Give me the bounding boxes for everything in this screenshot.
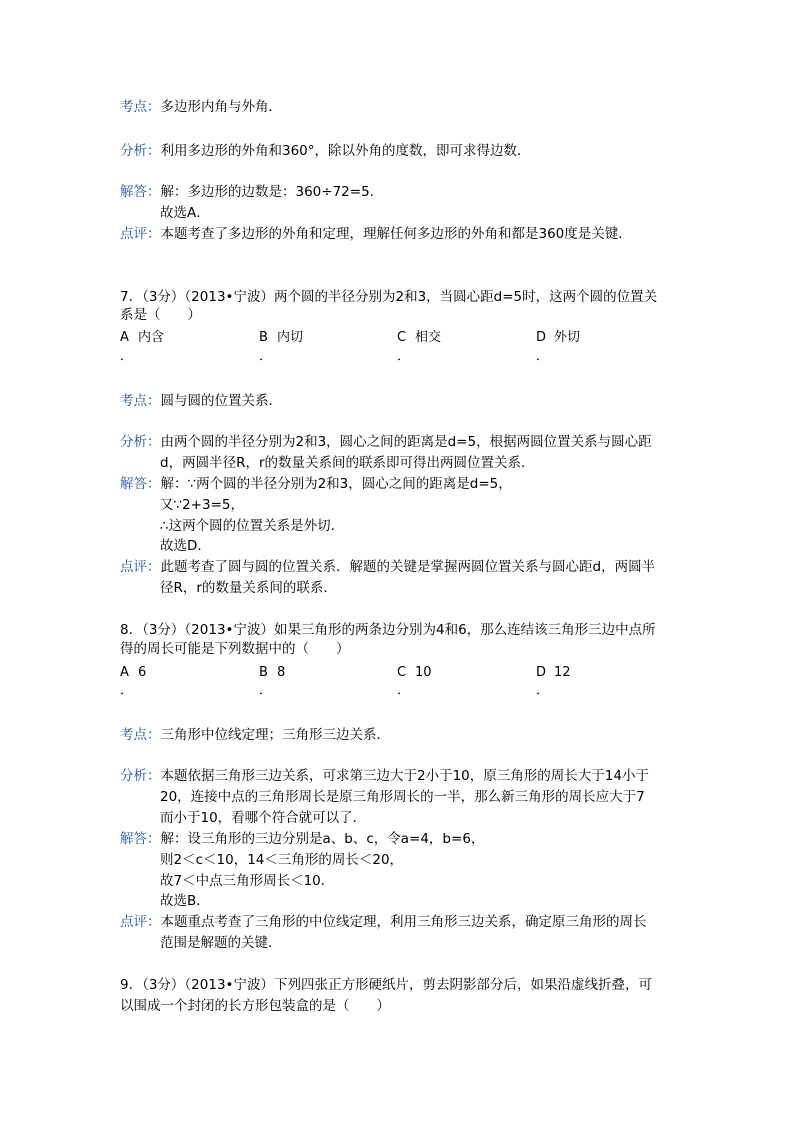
q8-stem-line1: 8．（3分）（2013•宁波）如果三角形的两条边分别为4和6，那么连结该三角形三边中点所 <box>120 622 656 638</box>
q8-stem-line2: 得的周长可能是下列数据中的（ ） <box>120 641 350 657</box>
fenxi-label: 分析 <box>120 143 147 159</box>
q8-fenxi: 分析：本题依据三角形三边关系，可求第三边大于2小于10，原三角形的周长大于14小于 <box>120 768 649 784</box>
q7-stem-line2: 系是（ ） <box>120 307 201 323</box>
dianping-label: 点评 <box>120 226 147 242</box>
q7-option-b: B 内切 <box>259 330 304 345</box>
q7-option-d: D 外切 <box>536 330 581 345</box>
q9-stem-line2: 以围成一个封闭的长方形包装盒的是（ ） <box>120 998 390 1014</box>
q8-option-b: B 8 <box>259 665 286 680</box>
q7-jieda-line3: ∴这两个圆的位置关系是外切． <box>160 518 345 534</box>
q6-dianping: 点评：本题考查了多边形的外角和定理，理解任何多边形的外角和都是360度是关键． <box>120 226 632 242</box>
q6-fenxi: 分析：利用多边形的外角和360°，除以外角的度数，即可求得边数． <box>120 143 531 159</box>
q7-option-d-dot: ． <box>536 349 550 364</box>
q7-option-a-dot: ． <box>120 349 134 364</box>
q7-kaodian: 考点：圆与圆的位置关系． <box>120 393 282 409</box>
q6-jieda: 解答：解：多边形的边数是：360÷72=5． <box>120 184 384 200</box>
q7-option-c: C 相交 <box>397 330 442 345</box>
q8-option-c: C 10 <box>397 665 432 680</box>
q9-stem-line1: 9．（3分）（2013•宁波）下列四张正方形硬纸片，剪去阴影部分后，如果沿虚线折叠，可 <box>120 977 652 993</box>
q8-option-d: D 12 <box>536 665 571 680</box>
q8-option-d-dot: ． <box>536 683 550 698</box>
q7-fenxi-line2: d，两圆半径R，r的数量关系间的联系即可得出两圆位置关系． <box>160 455 535 471</box>
jieda-label: 解答 <box>120 184 147 200</box>
q7-option-b-dot: ． <box>259 349 273 364</box>
q8-dianping-line2: 范围是解题的关键． <box>160 935 282 951</box>
q8-jieda-line2: 则2＜c＜10，14＜三角形的周长＜20， <box>160 852 404 868</box>
q7-jieda: 解答：解：∵两个圆的半径分别为2和3，圆心之间的距离是d=5， <box>120 476 512 492</box>
q7-fenxi: 分析：由两个圆的半径分别为2和3，圆心之间的距离是d=5，根据两圆位置关系与圆心距 <box>120 434 652 450</box>
q8-jieda-line3: 故7＜中点三角形周长＜10． <box>160 873 335 889</box>
q7-dianping: 点评：此题考查了圆与圆的位置关系．解题的关键是掌握两圆位置关系与圆心距d，两圆半 <box>120 559 656 575</box>
q8-option-a-dot: ． <box>120 683 134 698</box>
q8-jieda: 解答：解：设三角形的三边分别是a、b、c，令a=4，b=6， <box>120 831 485 847</box>
q7-option-a: A 内含 <box>120 330 165 345</box>
q6-kaodian: 考点：多边形内角与外角． <box>120 99 282 115</box>
kaodian-label: 考点 <box>120 99 147 115</box>
q7-option-c-dot: ． <box>397 349 411 364</box>
q7-jieda-line4: 故选D． <box>160 538 211 554</box>
q8-option-a: A 6 <box>120 665 147 680</box>
q8-option-c-dot: ． <box>397 683 411 698</box>
q8-jieda-line4: 故选B． <box>160 893 210 909</box>
q6-jieda-line2: 故选A． <box>160 205 210 221</box>
q7-jieda-line2: 又∵2+3=5， <box>160 497 244 513</box>
q8-option-b-dot: ． <box>259 683 273 698</box>
q7-stem-line1: 7．（3分）（2013•宁波）两个圆的半径分别为2和3，当圆心距d=5时，这两个圆的位置关 <box>120 289 658 305</box>
q7-dianping-line2: 径R，r的数量关系间的联系． <box>160 580 337 596</box>
q8-kaodian: 考点：三角形中位线定理；三角形三边关系． <box>120 727 390 743</box>
q8-fenxi-line2: 20，连接中点的三角形周长是原三角形周长的一半，那么新三角形的周长应大于7 <box>160 789 645 805</box>
q8-dianping: 点评：本题重点考查了三角形的中位线定理，利用三角形三边关系，确定原三角形的周长 <box>120 914 647 930</box>
q8-fenxi-line3: 而小于10，看哪个符合就可以了． <box>160 810 367 826</box>
